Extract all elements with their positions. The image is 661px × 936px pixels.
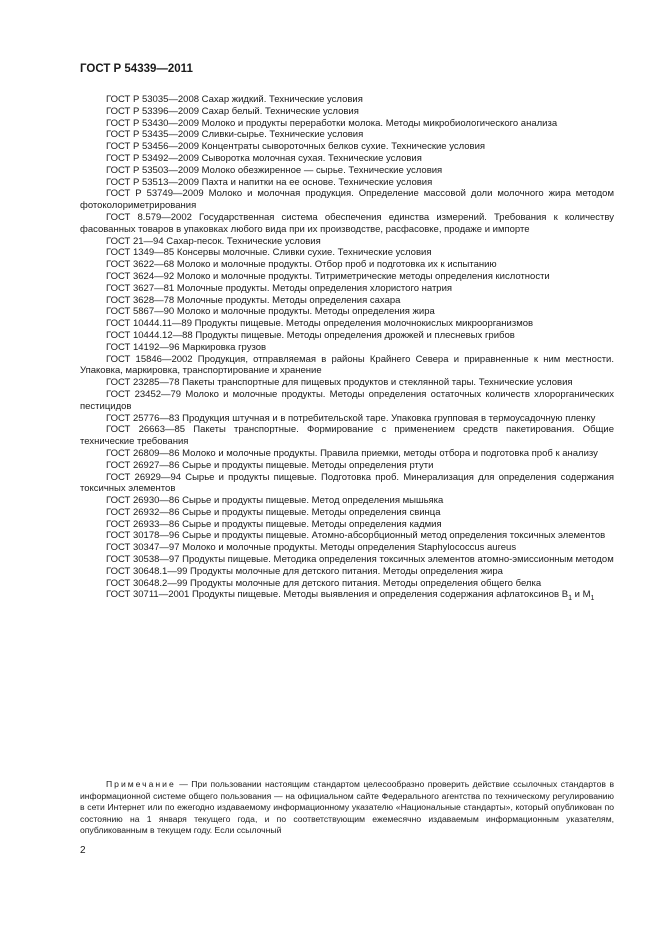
reference-item: ГОСТ 8.579—2002 Государственная система обеспечения единства измерений. Требования к количеству фасованных товаров в упаковках любого вида при их производстве, расфасовке, продаже и импорте: [80, 211, 614, 235]
note-text: — При пользовании настоящим стандартом целесообразно проверить действие ссылочных стандартов в информационной системе общего пользования — на официальном сайте Федерального агентства по техническому регулированию в сети Интернет или по ежегодно издаваемому информационному указателю «Национальные стандарты», который опубликован по состоянию на 1 января текущего года, и по соответствующим ежемесячно издаваемым информационным указателям, опубликованным в текущем году. Если ссылочный: [80, 779, 615, 836]
reference-item: ГОСТ 15846—2002 Продукция, отправляемая в районы Крайнего Севера и приравненные к ним местности. Упаковка, маркировка, транспортирование и хранение: [80, 353, 614, 377]
reference-item: ГОСТ 14192—96 Маркировка грузов: [106, 341, 267, 353]
reference-subscript: 1: [590, 595, 595, 603]
reference-item: ГОСТ 10444.11—89 Продукты пищевые. Методы определения молочнокислых микроорганизмов: [106, 318, 534, 330]
reference-item: ГОСТ Р 53396—2009 Сахар белый. Технические условия: [106, 105, 359, 117]
reference-item: ГОСТ 3628—78 Молочные продукты. Методы определения сахара: [106, 294, 401, 306]
reference-item: ГОСТ 5867—90 Молоко и молочные продукты. Методы определения жира: [106, 306, 435, 318]
reference-item: ГОСТ Р 53503—2009 Молоко обезжиренное — сырье. Технические условия: [106, 164, 443, 176]
reference-item: ГОСТ Р 53430—2009 Молоко и продукты переработки молока. Методы микробиологического анализа: [106, 117, 558, 129]
note-label: Примечание: [106, 779, 176, 789]
reference-item: ГОСТ Р 53492—2009 Сыворотка молочная сухая. Технические условия: [106, 152, 422, 164]
reference-item: ГОСТ Р 53035—2008 Сахар жидкий. Технические условия: [106, 94, 363, 105]
reference-subscript: 1: [568, 595, 572, 603]
reference-item: ГОСТ 30178—96 Сырье и продукты пищевые. Атомно-абсорбционный метод определения токсичных элементов: [106, 530, 606, 542]
note-paragraph: [80, 779, 614, 837]
reference-item: ГОСТ Р 53513—2009 Пахта и напитки на ее основе. Технические условия: [106, 176, 433, 188]
reference-item: ГОСТ Р 53456—2009 Концентраты сывороточных белков сухие. Технические условия: [106, 141, 486, 153]
reference-item: ГОСТ 3624—92 Молоко и молочные продукты. Титриметрические методы определения кислотности: [106, 270, 550, 282]
reference-item: ГОСТ 30648.1—99 Продукты молочные для детского питания. Методы определения жира: [106, 565, 503, 577]
reference-item: ГОСТ 10444.12—88 Продукты пищевые. Методы определения дрожжей и плесневых грибов: [106, 329, 515, 341]
reference-item: ГОСТ 26927—86 Сырье и продукты пищевые. Методы определения ртути: [106, 459, 434, 471]
reference-item: ГОСТ Р 53749—2009 Молоко и молочная продукция. Определение массовой доли молочного жира методом фотоколориметрирования: [80, 188, 614, 212]
reference-item: ГОСТ 23452—79 Молоко и молочные продукты. Методы определения остаточных количеств хлорорганических пестицидов: [80, 388, 614, 412]
reference-item: ГОСТ 26809—86 Молоко и молочные продукты. Правила приемки, методы отбора и подготовка проб к анализу: [106, 447, 598, 459]
reference-item: ГОСТ 3622—68 Молоко и молочные продукты. Отбор проб и подготовка их к испытанию: [106, 259, 497, 271]
reference-item: ГОСТ 25776—83 Продукция штучная и в потребительской таре. Упаковка групповая в термоусадочную пленку: [106, 412, 596, 424]
reference-item: ГОСТ 26930—86 Сырье и продукты пищевые. Метод определения мышьяка: [106, 495, 444, 507]
reference-item: ГОСТ 26933—86 Сырье и продукты пищевые. Методы определения кадмия: [106, 518, 442, 530]
reference-item: ГОСТ 26663—85 Пакеты транспортные. Формирование с применением средств пакетирования. Общие технические требования: [80, 424, 614, 448]
reference-list: [80, 94, 614, 601]
reference-item: ГОСТ 30347—97 Молоко и молочные продукты. Методы определения Staphylococcus aureus: [106, 542, 517, 554]
reference-item: ГОСТ 26932—86 Сырье и продукты пищевые. Методы определения свинца: [106, 506, 441, 518]
reference-item: ГОСТ 30538—97 Продукты пищевые. Методика определения токсичных элементов атомно-эмиссионным методом: [106, 554, 614, 566]
reference-item: [80, 589, 614, 601]
reference-text: ГОСТ 30711—2001 Продукты пищевые. Методы выявления и определения содержания афлатоксинов В: [106, 589, 569, 601]
reference-item: ГОСТ 23285—78 Пакеты транспортные для пищевых продуктов и стеклянной тары. Технические условия: [106, 377, 573, 389]
reference-item: ГОСТ 1349—85 Консервы молочные. Сливки сухие. Технические условия: [106, 247, 432, 259]
document-header: ГОСТ Р 54339—2011: [80, 63, 193, 75]
reference-item: ГОСТ 26929—94 Сырье и продукты пищевые. Подготовка проб. Минерализация для определения содержания токсичных элементов: [80, 471, 614, 495]
reference-item: ГОСТ 3627—81 Молочные продукты. Методы определения хлористого натрия: [106, 282, 453, 294]
page-number: 2: [80, 845, 86, 856]
reference-item: ГОСТ Р 53435—2009 Сливки-сырье. Технические условия: [106, 129, 364, 141]
reference-item: ГОСТ 21—94 Сахар-песок. Технические условия: [106, 235, 321, 247]
reference-item: ГОСТ 30648.2—99 Продукты молочные для детского питания. Методы определения общего белка: [106, 577, 542, 589]
reference-text: и М: [571, 589, 591, 601]
